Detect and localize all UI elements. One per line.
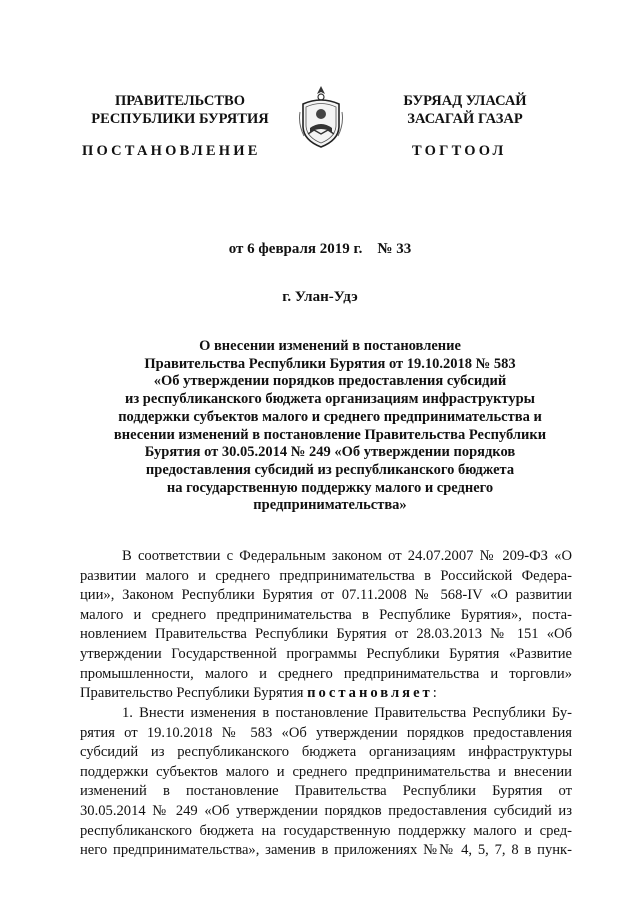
- title-line: поддержки субъектов малого и среднего предпринимательства и: [118, 408, 542, 425]
- title-line: предпринимательства»: [253, 497, 407, 514]
- issuer-line: РЕСПУБЛИКИ БУРЯТИЯ: [91, 111, 269, 127]
- paragraph-line: малого и среднего предпринимательства в Республике Бурятия», поста-: [80, 606, 572, 623]
- paragraph-line: В соответствии с Федеральным законом от 24.07.2007 № 209-ФЗ «О: [122, 548, 572, 564]
- paragraph-line: субсидий из республиканского бюджета организациям инфраструктуры: [80, 744, 572, 761]
- document-date: от 6 февраля 2019 г.: [228, 241, 363, 257]
- issuer-name-russian: [80, 92, 280, 128]
- title-line: «Об утверждении порядков предоставления субсидий: [153, 373, 507, 390]
- document-kind-russian: ПОСТАНОВЛЕНИЕ: [82, 143, 261, 159]
- paragraph-line: ции», Законом Республики Бурятия от 07.11.2008 № 568-IV «О развитии: [80, 587, 572, 604]
- issuer-name-buryat: [370, 92, 560, 128]
- paragraph-line: 30.05.2014 № 249 «Об утверждении порядков предоставления субсидий из: [80, 802, 572, 819]
- resolve-word: постановляет: [307, 685, 433, 702]
- paragraph-line: промышленности, малого и среднего предпринимательства и торговли»: [80, 665, 572, 682]
- paragraph-line: республиканского бюджета на государственную поддержку малого и сред-: [80, 822, 572, 839]
- paragraph-line: рятия от 19.10.2018 № 583 «Об утверждении порядков предоставления: [80, 724, 572, 741]
- title-line: Бурятия от 30.05.2014 № 249 «Об утверждении порядков: [144, 444, 516, 461]
- paragraph-line: 1. Внести изменения в постановление Правительства Республики Бу-: [122, 705, 572, 721]
- preamble-paragraph: [80, 547, 572, 704]
- paragraph-line: него предпринимательства», заменив в приложениях №№ 4, 5, 7, 8 в пунк-: [80, 842, 572, 859]
- document-kind-buryat: ТОГТООЛ: [412, 143, 507, 159]
- paragraph-line: утверждении Государственной программы Республики Бурятия «Развитие: [80, 645, 572, 662]
- coat-of-arms-emblem: [296, 84, 346, 150]
- coat-of-arms-icon: [296, 84, 346, 150]
- item-1-paragraph: [80, 704, 572, 861]
- document-city: г. Улан-Удэ: [282, 289, 358, 305]
- issuer-line: БУРЯАД УЛАСАЙ: [403, 93, 527, 109]
- paragraph-line: поддержки субъектов малого и среднего предпринимательства и внесении: [80, 763, 572, 780]
- document-number: № 33: [377, 241, 412, 257]
- title-line: Правительства Республики Бурятия от 19.10.2018 № 583: [144, 355, 516, 372]
- paragraph-line: новлением Правительства Республики Бурятия от 28.03.2013 № 151 «Об: [80, 626, 572, 643]
- document-date-line: [0, 241, 640, 258]
- title-line: из республиканского бюджета организациям инфраструктуры: [125, 391, 535, 408]
- title-line: внесении изменений в постановление Правительства Республики: [113, 426, 547, 443]
- title-line: О внесении изменений в постановление: [199, 338, 461, 354]
- paragraph-line-final: [80, 684, 572, 704]
- colon: :: [432, 685, 437, 702]
- title-line: на государственную поддержку малого и среднего: [166, 479, 494, 496]
- issuer-line: ПРАВИТЕЛЬСТВО: [115, 93, 245, 109]
- issuer-line: ЗАСАГАЙ ГАЗАР: [407, 111, 523, 127]
- paragraph-line: развитии малого и среднего предпринимательства в Российской Федера-: [80, 567, 572, 584]
- document-title: [80, 338, 580, 515]
- paragraph-line: изменений в постановление Правительства Республики Бурятия от: [80, 783, 572, 800]
- resolving-body: Правительство Республики Бурятия: [80, 685, 308, 702]
- title-line: предоставления субсидий из республиканского бюджета: [145, 461, 515, 478]
